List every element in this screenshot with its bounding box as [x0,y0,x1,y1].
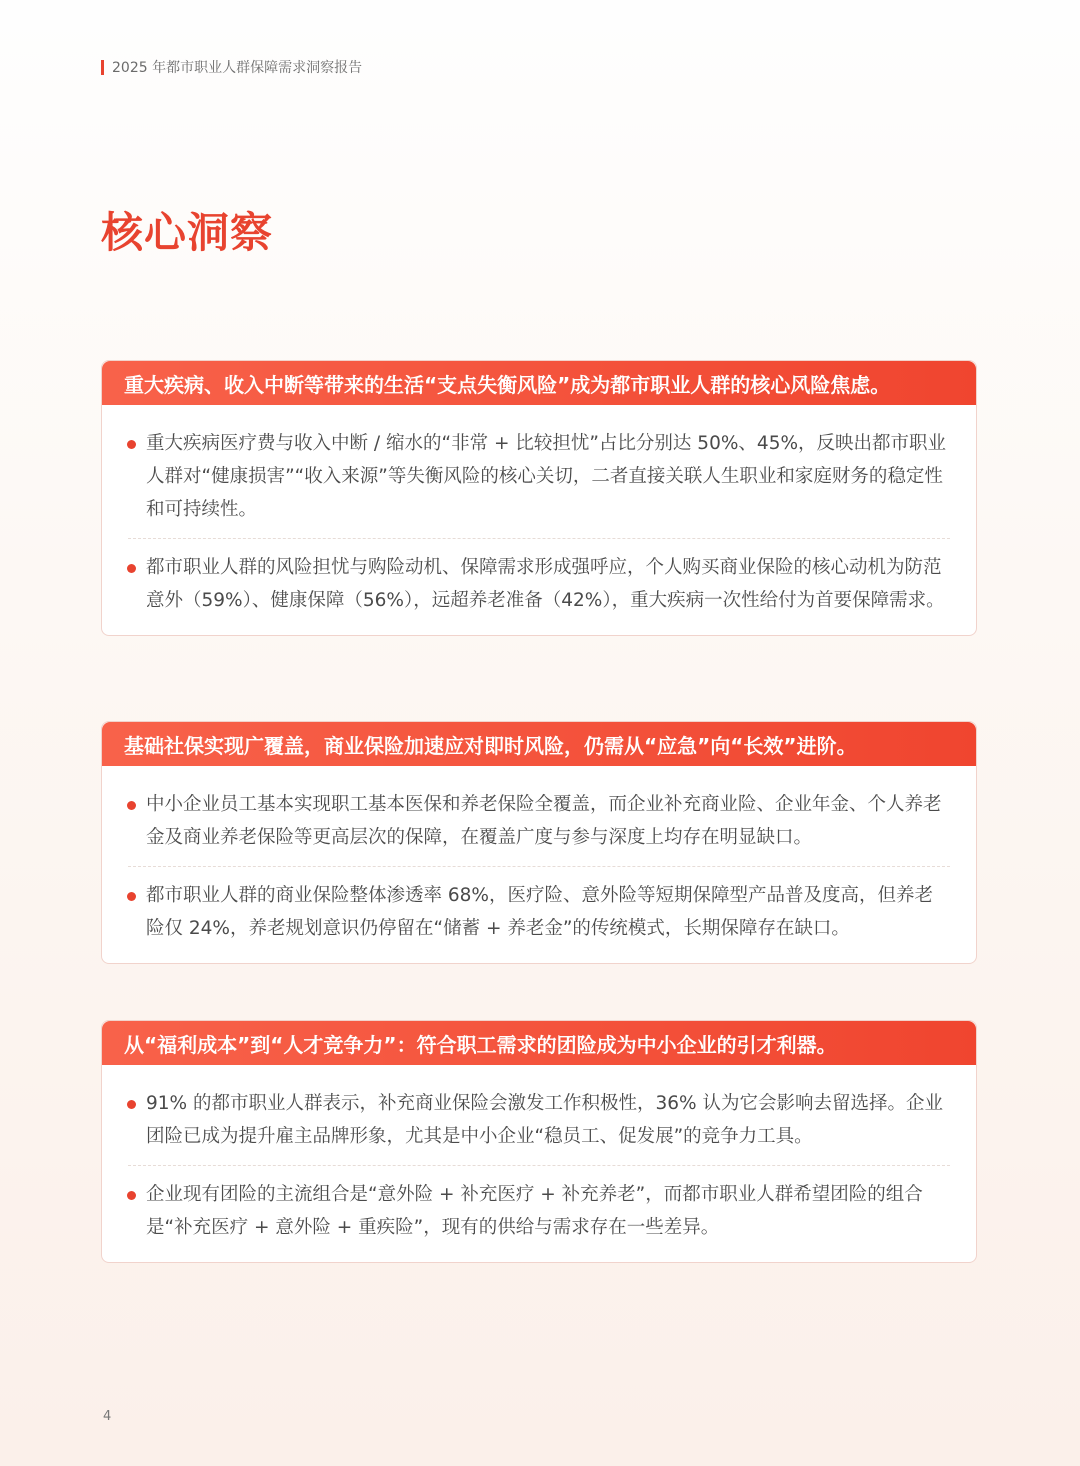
bullet-dot-icon [127,564,136,573]
page-title: 核心洞察 [101,208,274,257]
bullet-dot-icon [127,801,136,810]
insight-bullet [128,427,950,526]
bullet-text: 91% 的都市职业人群表示，补充商业保险会激发工作积极性，36% 认为它会影响去留选择。企业团险已成为提升雇主品牌形象，尤其是中小企业“稳员工、促发展”的竞争力工具。 [146,1093,944,1147]
insight-card-heading: 基础社保实现广覆盖，商业保险加速应对即时风险，仍需从“应急”向“长效”进阶。 [102,722,976,766]
bullet-dot-icon [127,1191,136,1200]
header-accent-bar [101,60,104,75]
page-number: 4 [103,1409,112,1424]
insight-bullet [128,788,950,854]
bullet-dot-icon [127,440,136,449]
insight-card-2 [101,721,977,964]
report-header [101,57,362,77]
bullet-text: 重大疾病医疗费与收入中断 / 缩水的“非常 + 比较担忧”占比分别达 50%、45%，反映出都市职业人群对“健康损害”“收入来源”等失衡风险的核心关切，二者直接关联人生职业和家庭财务的稳定性和可持续性。 [146,433,947,520]
insight-card-1 [101,360,977,636]
bullet-text: 都市职业人群的风险担忧与购险动机、保障需求形成强呼应，个人购买商业保险的核心动机为防范意外（59%）、健康保障（56%），远超养老准备（42%），重大疾病一次性给付为首要保障需求。 [146,557,945,611]
bullet-text: 企业现有团险的主流组合是“意外险 + 补充医疗 + 补充养老”，而都市职业人群希望团险的组合是“补充医疗 + 意外险 + 重疾险”，现有的供给与需求存在一些差异。 [146,1184,923,1238]
insight-bullet [128,551,950,617]
report-title: 2025 年都市职业人群保障需求洞察报告 [112,60,363,76]
bullet-text: 都市职业人群的商业保险整体渗透率 68%，医疗险、意外险等短期保障型产品普及度高，但养老险仅 24%，养老规划意识仍停留在“储蓄 + 养老金”的传统模式，长期保障存在缺口。 [146,885,934,939]
bullet-text: 中小企业员工基本实现职工基本医保和养老保险全覆盖，而企业补充商业险、企业年金、个人养老金及商业养老保险等更高层次的保障，在覆盖广度与参与深度上均存在明显缺口。 [146,794,942,848]
bullet-dot-icon [127,1100,136,1109]
insight-card-3 [101,1020,977,1263]
insight-bullet [128,879,950,945]
insight-card-heading: 重大疾病、收入中断等带来的生活“支点失衡风险”成为都市职业人群的核心风险焦虑。 [102,361,976,405]
insight-card-heading: 从“福利成本”到“人才竞争力”：符合职工需求的团险成为中小企业的引才利器。 [102,1021,976,1065]
insight-bullet [128,1178,950,1244]
bullet-dot-icon [127,892,136,901]
insight-bullet [128,1087,950,1153]
